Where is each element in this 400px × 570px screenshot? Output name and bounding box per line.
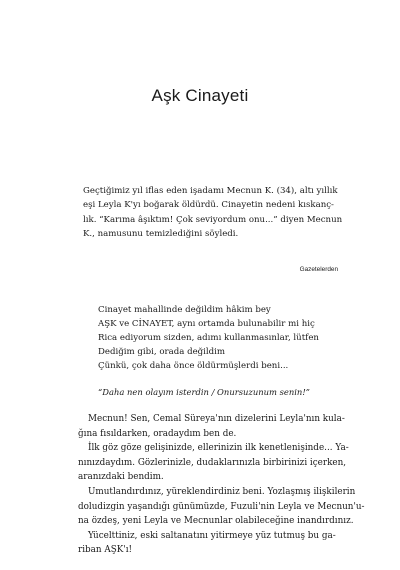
body-text (78, 412, 365, 558)
body-line: aranızdaki bendim. (78, 472, 164, 483)
page-title: Aşk Cinayeti (151, 86, 249, 105)
poem-line: Çünkü, çok daha önce öldürmüşlerdi beni... (98, 361, 289, 372)
body-line: nınızdaydım. Gözlerinizle, dudaklarınızla birbirinizi içerken, (78, 457, 347, 468)
poem-line: Dediğim gibi, orada değildim (98, 347, 226, 358)
body-line: riban AŞK'ı! (78, 545, 133, 556)
poem-line: Cinayet mahallinde değildim hâkim bey (98, 305, 271, 315)
epigraph-line: K., namusunu temizlediğini söyledi. (83, 229, 239, 240)
epigraph-line: eşi Leyla K'yı boğarak öldürdü. Cinayetin nedeni kıskanç- (83, 200, 334, 211)
epigraph-line: lık. “Karıma âşıktım! Çok seviyordum onu...” diyen Mecnun (83, 214, 343, 225)
body-line: Umutlandırdınız, yüreklendirdiniz beni. Yozlaşmış ilişkilerin (88, 486, 356, 497)
poem (98, 303, 338, 373)
body-line: ğına fısıldarken, oradaydım ben de. (78, 428, 237, 439)
body-line: İlk göz göze gelişinizde, ellerinizin ilk kenetlenişinde... Ya- (88, 443, 349, 454)
body-line: Mecnun! Sen, Cemal Süreya'nın dizelerini Leyla'nın kula- (88, 414, 345, 424)
body-line: doludizgin yaşandığı günümüzde, Fuzuli'nin Leyla ve Mecnun'u- (78, 501, 365, 512)
epigraph-source: Gazetelerden (299, 266, 338, 273)
body-line: Yücelttiniz, eski saltanatını yitirmeye yüz tutmuş bu ga- (88, 530, 336, 541)
body-line: na özdeş, yeni Leyla ve Mecnunlar olabileceğine inandırdınız. (78, 516, 354, 527)
epigraph-line: Geçtiğimiz yıl iflas eden işadamı Mecnun K. (34), altı yıllık (83, 186, 338, 196)
poem-line: AŞK ve CİNAYET, aynı ortamda bulunabilir mi hiç (98, 319, 315, 330)
epigraph (83, 184, 343, 242)
poem-quote: “Daha nen olayım isterdin / Onursuzunum senin!” (98, 387, 310, 397)
poem-line: Rica ediyorum sizden, adımı kullanmasınlar, lütfen (98, 333, 319, 344)
